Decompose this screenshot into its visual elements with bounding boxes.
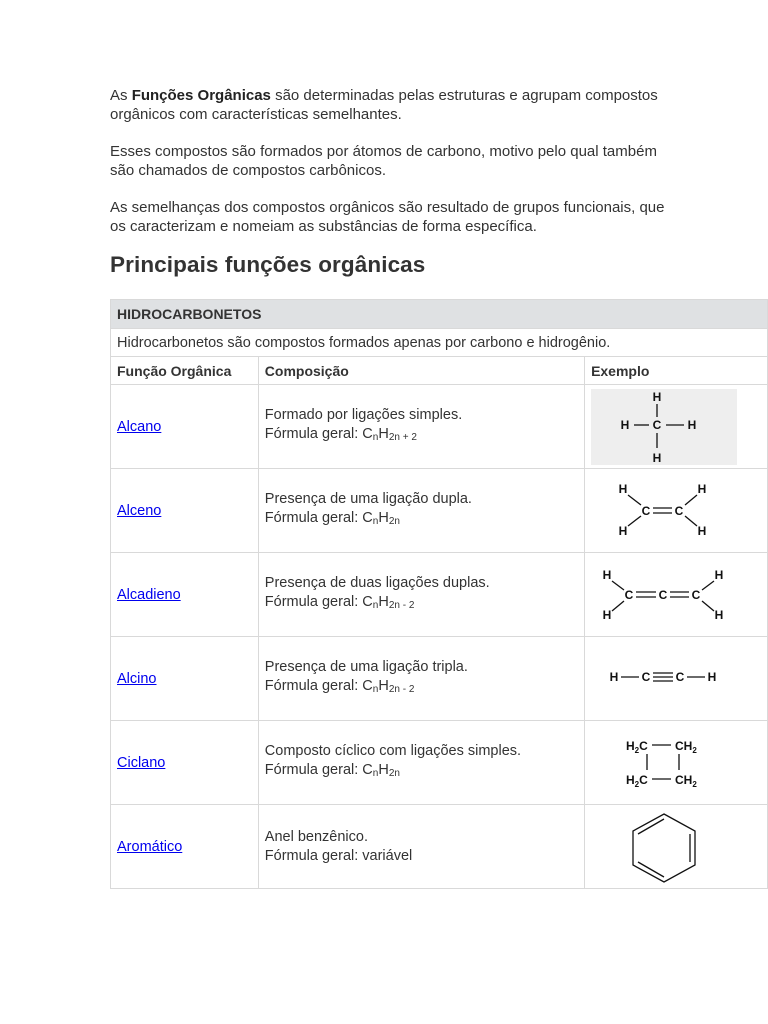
example-cell: [585, 553, 768, 637]
table-row: [111, 721, 768, 805]
table-row: [111, 553, 768, 637]
column-header-composition: Composição: [258, 357, 584, 385]
svg-text:H: H: [602, 567, 612, 582]
category-row: [111, 300, 768, 329]
function-link-alceno[interactable]: Alceno: [117, 502, 162, 519]
column-header-function: Função Orgânica: [111, 357, 259, 385]
table-row: [111, 637, 768, 721]
category-header: HIDROCARBONETOS: [111, 300, 768, 329]
benzene-ring: [591, 809, 737, 885]
function-link-aromatico[interactable]: Aromático: [117, 838, 183, 855]
organic-functions-table: [110, 299, 768, 889]
svg-text:H2C: $H_2C$: [626, 772, 648, 789]
svg-text:H: H: [618, 481, 628, 496]
composition-cell: Presença de duas ligações duplas. Fórmula geral: $C_nH_{2n - 2}$: [258, 553, 584, 637]
svg-text:CH2: $CH_2$: [675, 738, 697, 755]
function-link-alcadieno[interactable]: Alcadieno: [117, 586, 181, 603]
description-row: [111, 329, 768, 357]
cyclobutane-structure: [591, 725, 737, 801]
table-row: [111, 805, 768, 889]
column-header-row: [111, 357, 768, 385]
category-description: Hidrocarbonetos são compostos formados apenas por carbono e hidrogênio.: [111, 329, 768, 357]
article-intro: [110, 86, 670, 254]
example-cell: [585, 805, 768, 889]
svg-text:H: H: [602, 607, 612, 622]
composition-cell: Presença de uma ligação tripla. Fórmula geral: $C_nH_{2n - 2}$: [258, 637, 584, 721]
svg-text:C: C: [675, 669, 685, 684]
svg-text:C: C: [691, 587, 701, 602]
intro-paragraph-3: As semelhanças dos compostos orgânicos são resultado de grupos funcionais, que os caracterizam e nomeiam as substâncias de forma específica.: [110, 199, 665, 235]
intro-paragraph-1: As Funções Orgânicas são determinadas pelas estruturas e agrupam compostos orgânicos com características semelhantes.: [110, 87, 658, 123]
svg-text:H: H: [609, 669, 619, 684]
function-link-alcino[interactable]: Alcino: [117, 670, 157, 687]
example-cell: [585, 721, 768, 805]
composition-cell: Anel benzênico. Fórmula geral: variável: [258, 805, 584, 889]
svg-text:C: C: [652, 417, 662, 432]
svg-text:C: C: [641, 669, 651, 684]
intro-paragraph-2: Esses compostos são formados por átomos de carbono, motivo pelo qual também são chamados de compostos carbônicos.: [110, 143, 657, 179]
svg-text:H2C: $H_2C$: [626, 738, 648, 755]
svg-text:H: H: [697, 523, 707, 538]
svg-text:H: H: [707, 669, 717, 684]
composition-cell: Formado por ligações simples. Fórmula geral: $C_nH_{2n + 2}$: [258, 385, 584, 469]
table-row: [111, 469, 768, 553]
intro-bold-term: Funções Orgânicas: [131, 87, 271, 104]
svg-text:H: H: [697, 481, 707, 496]
section-title: Principais funções orgânicas: [110, 252, 426, 277]
svg-text:H: H: [618, 523, 628, 538]
svg-text:H: H: [687, 417, 697, 432]
table-row: [111, 385, 768, 469]
svg-text:H: H: [652, 389, 662, 404]
alkyne-structure: [591, 641, 737, 717]
svg-text:C: C: [674, 503, 684, 518]
composition-cell: Presença de uma ligação dupla. Fórmula geral: $C_nH_{2n}$: [258, 469, 584, 553]
example-cell: [585, 637, 768, 721]
svg-text:H: H: [620, 417, 630, 432]
svg-text:C: C: [658, 587, 668, 602]
svg-text:H: H: [714, 567, 724, 582]
column-header-example: Exemplo: [585, 357, 768, 385]
svg-text:C: C: [641, 503, 651, 518]
function-link-ciclano[interactable]: Ciclano: [117, 754, 166, 771]
svg-text:H: H: [652, 450, 662, 465]
example-cell: [585, 469, 768, 553]
composition-cell: Composto cíclico com ligações simples. Fórmula geral: $C_nH_{2n}$: [258, 721, 584, 805]
alkadiene-structure: [591, 557, 737, 633]
svg-text:C: C: [624, 587, 634, 602]
example-cell: [585, 385, 768, 469]
alkene-structure: [591, 473, 737, 549]
svg-text:H: H: [714, 607, 724, 622]
function-link-alcano[interactable]: Alcano: [117, 418, 162, 435]
svg-text:CH2: $CH_2$: [675, 772, 697, 789]
alkane-structure: [591, 389, 737, 465]
